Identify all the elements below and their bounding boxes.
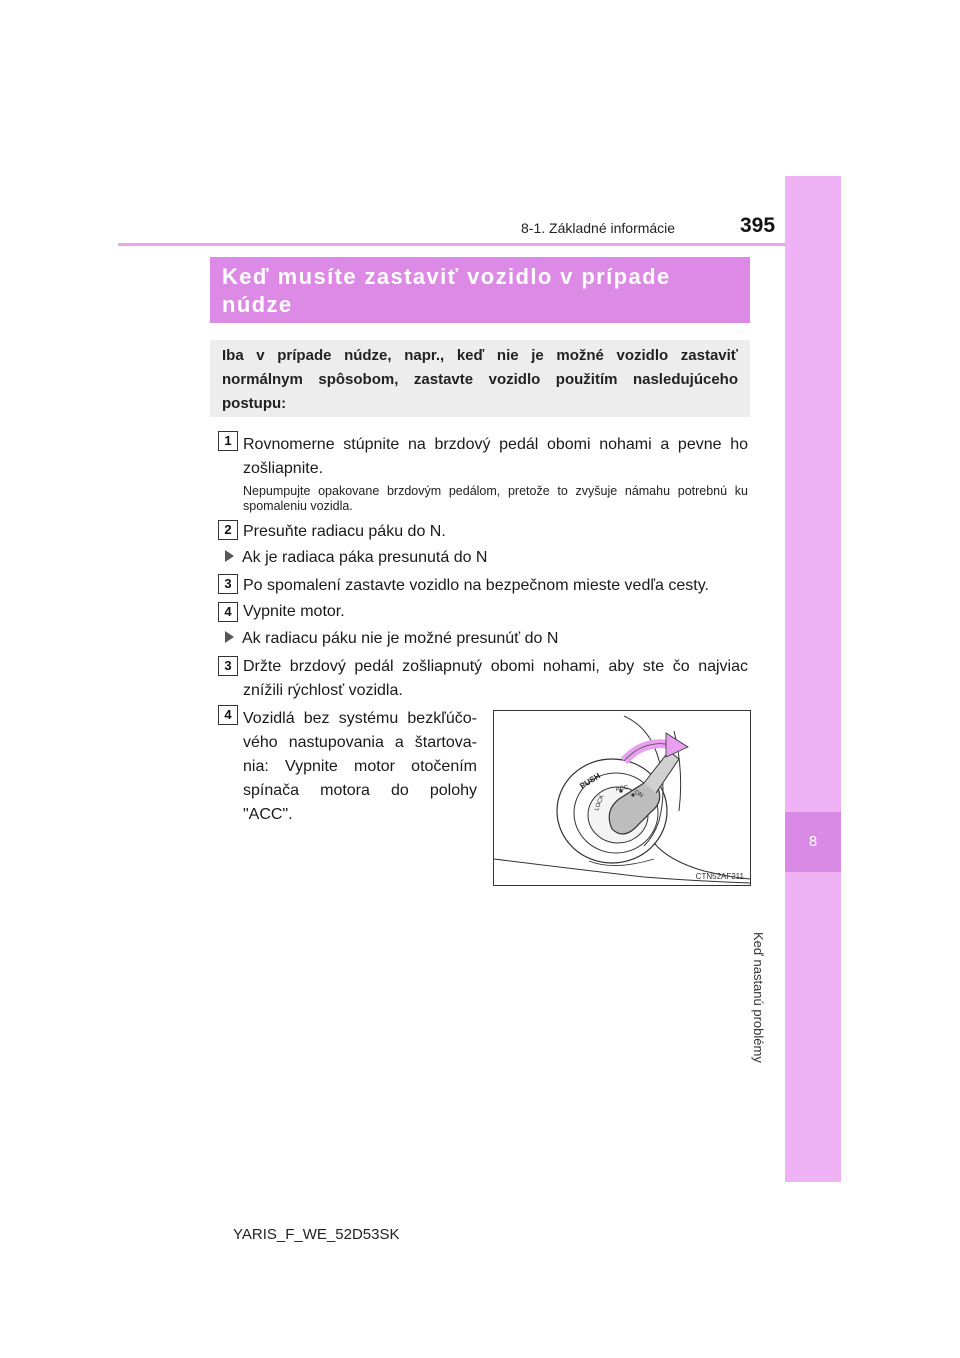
step-number: 2 <box>218 520 238 540</box>
section-title: Keď musíte zastaviť vozidlo v prípade núdze <box>222 264 671 317</box>
intro-box <box>210 340 750 417</box>
condition-heading <box>225 546 487 570</box>
ignition-switch-illustration <box>493 710 751 886</box>
acc-label: ACC <box>615 784 629 793</box>
lock-label: LOCK <box>594 794 606 812</box>
step-number: 1 <box>218 431 238 451</box>
step-number: 4 <box>218 705 238 725</box>
step-text: Držte brzdový pedál zošliapnutý obomi nohami, aby ste čo najviac znížili rýchlosť vozidla. <box>243 658 748 699</box>
document-code: YARIS_F_WE_52D53SK <box>233 1226 400 1243</box>
figure-code: CTN52AF211 <box>695 872 744 881</box>
step-text: Presuňte radiacu páku do N. <box>243 523 446 540</box>
side-tab <box>785 176 841 1182</box>
step-note: Nepumpujte opakovane brzdovým pedálom, pretože to zvyšuje námahu potrebnú ku spomaleniu vozidla. <box>243 484 748 513</box>
header-rule <box>118 243 785 246</box>
intro-text: Iba v prípade núdze, napr., keď nie je možné vozidlo zastaviť normálnym spôsobom, zastavte vozidlo použitím nasledujúceho postupu: <box>222 347 738 412</box>
step-text: Po spomalení zastavte vozidlo na bezpečnom mieste vedľa cesty. <box>243 577 709 594</box>
condition-heading <box>225 627 558 651</box>
condition-text: Ak radiacu páku nie je možné presunúť do N <box>242 630 559 647</box>
section-header: 8-1. Základné informácie <box>521 220 676 236</box>
step-text: Rovnomerne stúpnite na brzdový pedál obomi nohami a pevne ho zošliapnite. <box>243 436 748 477</box>
step-number: 4 <box>218 602 238 622</box>
step-number: 3 <box>218 656 238 676</box>
triangle-bullet-icon <box>225 550 234 562</box>
chapter-title: Keď nastanú problémy <box>751 932 766 1063</box>
section-title-box <box>210 257 750 323</box>
on-label: ON <box>633 789 644 800</box>
triangle-bullet-icon <box>225 631 234 643</box>
push-label: PUSH <box>578 771 602 791</box>
condition-text: Ak je radiaca páka presunutá do N <box>242 549 488 566</box>
ignition-key-drawing <box>494 711 750 885</box>
step-number: 3 <box>218 574 238 594</box>
step-text: Vypnite motor. <box>243 603 345 620</box>
chapter-number: 8 <box>808 833 818 850</box>
page-number: 395 <box>740 214 776 237</box>
step-text: Vozidlá bez systému bezkľúčového nastupovania a štartovania: Vypnite motor otočením spínača motora do polohy "ACC". <box>243 710 477 823</box>
